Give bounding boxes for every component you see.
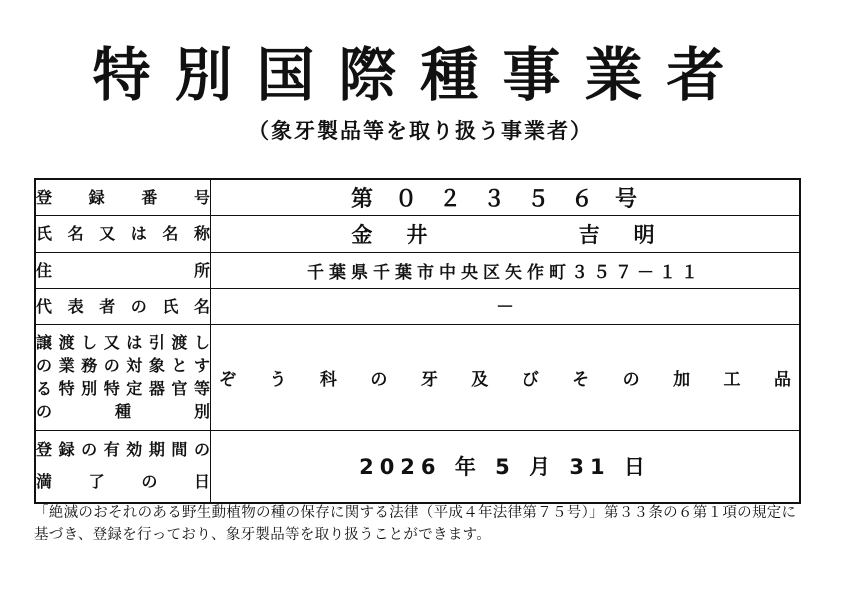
business-type-label-line-4: の種別 <box>36 402 210 421</box>
representative-label: 代表者の氏名 <box>35 288 211 324</box>
address-label: 住所 <box>35 252 211 288</box>
table-row-representative <box>35 288 800 324</box>
table-row-registration-number <box>35 179 800 215</box>
document-subtitle: （象牙製品等を取り扱う事業者） <box>248 119 593 143</box>
legal-notice: 「絶滅のおそれのある野生動植物の種の保存に関する法律（平成４年法律第７５号）」第３３条の６第１項の規定に基づき、登録を行っており、象牙製品等を取り扱うことができます。 <box>34 505 797 543</box>
table-row-validity <box>35 430 800 503</box>
table-row-name <box>35 215 800 252</box>
registration-table <box>34 178 801 504</box>
address-value: 千葉県千葉市中央区矢作町３５７－１１ <box>211 252 801 288</box>
name-value <box>211 215 801 252</box>
name-family: 金井 <box>351 222 462 247</box>
validity-label <box>35 430 211 503</box>
table-row-business-type <box>35 324 800 430</box>
validity-label-line-1: 登録の有効期間の <box>36 440 210 460</box>
business-type-value <box>211 324 801 430</box>
representative-value: － <box>211 288 801 324</box>
registration-number-value: 第０２３５６号 <box>211 179 801 215</box>
business-type-label-line-2: の業務の対象とす <box>36 356 210 375</box>
document-title: 特別国際種事業者 <box>92 41 749 109</box>
business-type-label-line-3: る特別特定器官等 <box>36 379 210 398</box>
registration-number-label: 登録番号 <box>35 179 211 215</box>
business-type-label-line-1: 譲渡し又は引渡し <box>36 333 210 352</box>
table-row-address <box>35 252 800 288</box>
name-label: 氏名又は名称 <box>35 215 211 252</box>
business-type-value-text: ぞう科の牙及びその加工品 <box>219 369 791 390</box>
validity-label-line-2: 満了の日 <box>36 472 210 492</box>
business-type-label <box>35 324 211 430</box>
validity-value: 2026 年 5 月 31 日 <box>211 430 801 503</box>
name-given: 吉明 <box>578 222 689 247</box>
